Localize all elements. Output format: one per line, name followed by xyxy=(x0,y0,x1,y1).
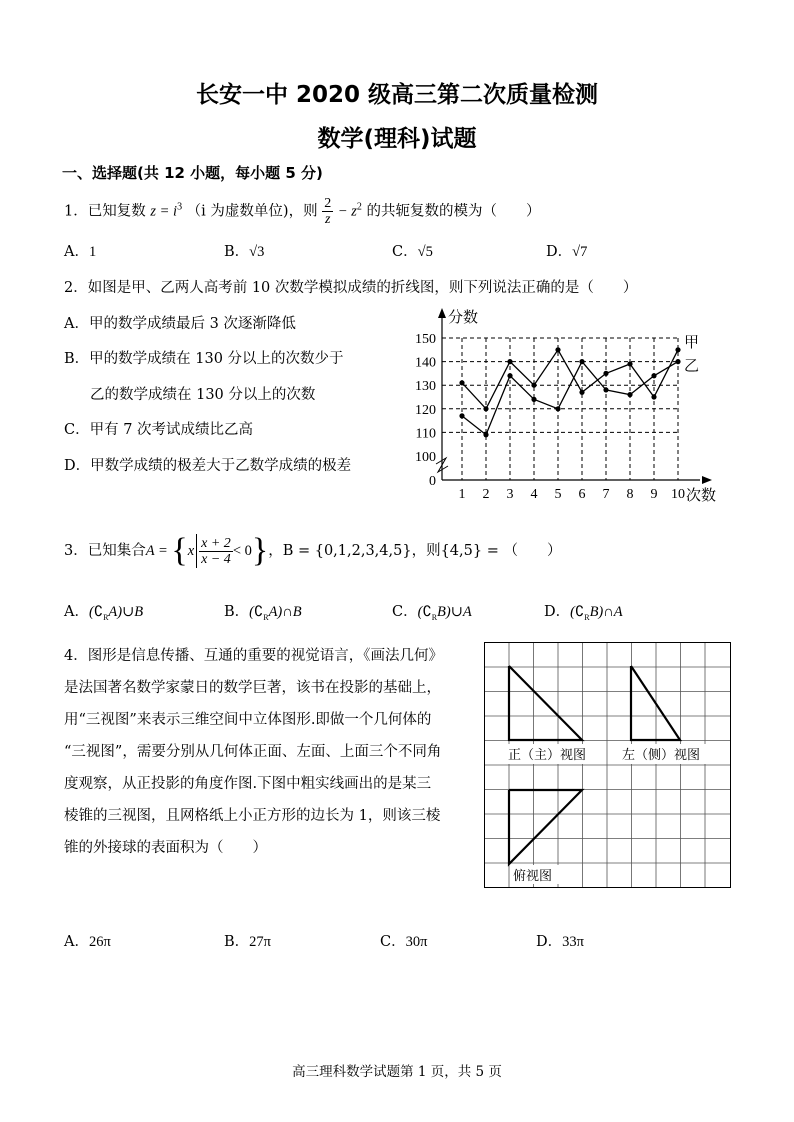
chart-point xyxy=(627,361,632,366)
q3-option-c-value: $(∁_RB)\cup A$ xyxy=(417,604,472,622)
q1-number: 1．已知复数 xyxy=(64,203,146,220)
q1-option-b-value: √3 xyxy=(249,244,265,260)
page-footer: 高三理科数学试题第 1 页，共 5 页 xyxy=(292,1064,502,1080)
chart-series-label: 甲 xyxy=(684,334,700,351)
chart-point xyxy=(555,347,560,352)
chart-x-axis-label: 次数 xyxy=(686,488,717,504)
chart-point xyxy=(483,432,488,437)
q2-option-b[interactable]: B．甲的数学成绩在 130 分以上的次数少于 xyxy=(64,351,344,367)
chart-y-tick-label: 150 xyxy=(415,332,436,347)
q3-bar xyxy=(196,534,197,568)
q2-option-b-cont: 乙的数学成绩在 130 分以上的次数 xyxy=(90,387,316,403)
q1-option-b-label: B． xyxy=(224,244,250,260)
q1-frac-num: 2 xyxy=(324,196,332,211)
chart-x-tick-label: 4 xyxy=(530,487,538,502)
q1-mid: （i 为虚数单位)，则 xyxy=(186,203,318,220)
side-view-label: 左（侧）视图 xyxy=(622,747,701,762)
section-heading: 一、选择题(共 12 小题，每小题 5 分) xyxy=(62,164,323,182)
q3-option-c[interactable] xyxy=(392,600,472,622)
q1-frac-den: z xyxy=(324,212,331,227)
chart-point xyxy=(675,359,680,364)
chart-point xyxy=(603,371,608,376)
q1-option-d-value: √7 xyxy=(572,244,588,260)
chart-y-tick-label: 100 xyxy=(415,450,436,465)
q4-option-d[interactable] xyxy=(536,930,584,951)
q1-fraction xyxy=(322,196,333,227)
q4-option-d-label: D． xyxy=(536,934,563,950)
q4-option-a-value: 26π xyxy=(88,934,111,950)
q1-option-c[interactable] xyxy=(392,240,433,261)
front-view-label: 正（主）视图 xyxy=(508,747,587,762)
q2-option-a[interactable]: A．甲的数学成绩最后 3 次逐渐降低 xyxy=(64,316,296,332)
q4-line-1: 4．图形是信息传播、互通的重要的视觉语言，《画法几何》 xyxy=(64,648,443,664)
q4-line-6: 棱锥的三视图，且网格纸上小正方形的边长为 1，则该三棱 xyxy=(64,808,441,824)
q1-tail: 的共轭复数的模为（ ） xyxy=(366,203,541,220)
q4-line-3: 用“三视图”来表示三维空间中立体图形.即做一个几何体的 xyxy=(64,712,432,728)
q3-fraction xyxy=(199,536,233,567)
q1-exp2: 2 xyxy=(356,201,362,213)
q4-option-a[interactable] xyxy=(64,930,111,951)
q3-option-b-label: B． xyxy=(224,604,250,620)
q1-option-c-value: √5 xyxy=(417,244,433,260)
q4-option-d-value: 33π xyxy=(562,934,584,950)
front-view-triangle xyxy=(509,666,582,740)
q1-option-c-label: C． xyxy=(392,244,418,260)
q3-stem: 3．已知集合 xyxy=(64,543,146,559)
q4-line-2: 是法国著名数学家蒙日的数学巨著，该书在投影的基础上， xyxy=(64,680,441,696)
chart-point xyxy=(579,359,584,364)
chart-x-tick-label: 9 xyxy=(650,487,658,502)
q3-frac-den: x − 4 xyxy=(201,551,231,567)
q4-line-4: “三视图”，需要分别从几何体正面、左面、上面三个不同角 xyxy=(64,744,442,760)
question-3 xyxy=(64,533,561,569)
question-4 xyxy=(64,640,443,864)
q3-option-b-value: $(∁_RA)\cap B$ xyxy=(249,604,302,622)
q1-option-d[interactable] xyxy=(546,240,587,261)
chart-point xyxy=(651,394,656,399)
q3-x: x xyxy=(187,543,195,559)
top-view-label: 俯视图 xyxy=(513,868,553,883)
chart-y-tick-label: 140 xyxy=(415,355,436,371)
q2-option-c[interactable]: C．甲有 7 次考试成绩比乙高 xyxy=(64,422,254,438)
q4-option-b-label: B． xyxy=(224,934,250,950)
q3-option-a-value: $(∁_RA)\cup B$ xyxy=(88,604,144,622)
q3-option-b[interactable] xyxy=(224,600,302,622)
q4-option-c-value: 30π xyxy=(405,934,428,950)
chart-point xyxy=(531,383,536,388)
chart-x-tick-label: 6 xyxy=(578,487,586,502)
chart-point xyxy=(459,413,464,418)
chart-point xyxy=(579,390,584,395)
q3-option-d-value: $(∁_RB)\cap A$ xyxy=(570,604,623,622)
chart-y-tick-label: 0 xyxy=(429,474,436,489)
q1-option-b[interactable] xyxy=(224,240,264,261)
top-view-triangle xyxy=(509,790,582,864)
chart-point xyxy=(555,406,560,411)
chart-x-tick-label: 5 xyxy=(554,487,562,502)
chart-point xyxy=(651,373,656,378)
q3-lt0: < 0 xyxy=(232,543,252,559)
q4-option-c-label: C． xyxy=(380,934,406,950)
q3-option-a[interactable] xyxy=(64,600,143,622)
chart-point xyxy=(627,392,632,397)
q3-set-a: A = xyxy=(145,543,172,559)
exam-title: 长安一中 2020 级高三第二次质量检测 xyxy=(195,82,599,108)
chart-y-axis-label: 分数 xyxy=(448,310,479,326)
side-view-triangle xyxy=(631,666,680,740)
exam-subtitle: 数学(理科)试题 xyxy=(317,126,477,152)
chart-point xyxy=(507,359,512,364)
question-1 xyxy=(64,196,540,227)
chart-point xyxy=(483,406,488,411)
q4-option-c[interactable] xyxy=(380,930,427,951)
q1-option-d-label: D． xyxy=(546,244,573,260)
q1-option-a-label: A． xyxy=(64,244,89,260)
chart-x-tick-label: 1 xyxy=(458,487,466,502)
chart-point xyxy=(459,380,464,385)
score-line-chart xyxy=(400,300,740,510)
chart-point xyxy=(603,387,608,392)
q3-option-c-label: C． xyxy=(392,604,418,620)
q3-left-brace: { xyxy=(171,532,188,569)
chart-axis-break xyxy=(436,458,448,472)
q1-exp3: 3 xyxy=(177,201,183,213)
chart-x-tick-label: 2 xyxy=(482,487,490,502)
three-view-grid xyxy=(482,640,734,890)
q1-option-a[interactable] xyxy=(64,240,96,261)
chart-x-tick-label: 3 xyxy=(506,487,514,502)
q1-minus-z: − z xyxy=(337,203,357,220)
chart-x-arrow xyxy=(702,476,712,484)
chart-x-tick-label: 7 xyxy=(602,487,610,502)
chart-y-arrow xyxy=(438,308,446,318)
q3-setb: ，B = {0,1,2,3,4,5}，则{4,5} = （ ） xyxy=(268,543,562,559)
q4-option-b-value: 27π xyxy=(249,934,271,950)
chart-series-label: 乙 xyxy=(684,358,700,375)
q1-expr-z: z = i xyxy=(150,203,178,220)
chart-series-line-jia xyxy=(462,350,678,409)
q3-option-a-label: A． xyxy=(64,604,89,620)
chart-y-tick-label: 110 xyxy=(415,426,436,442)
q2-option-d[interactable]: D．甲数学成绩的极差大于乙数学成绩的极差 xyxy=(64,458,352,474)
chart-y-tick-label: 120 xyxy=(415,402,436,418)
chart-y-tick-label: 130 xyxy=(415,379,436,395)
chart-point xyxy=(507,373,512,378)
chart-x-tick-label: 8 xyxy=(626,487,634,502)
q3-option-d-label: D． xyxy=(544,604,571,620)
chart-point xyxy=(531,397,536,402)
q3-frac-num: x + 2 xyxy=(201,535,231,551)
chart-point xyxy=(675,347,680,352)
chart-series-line-yi xyxy=(462,362,678,435)
q4-option-a-label: A． xyxy=(64,934,89,950)
q4-option-b[interactable] xyxy=(224,930,271,951)
chart-x-tick-label: 10 xyxy=(671,487,685,502)
q1-option-a-value: 1 xyxy=(88,244,97,260)
question-2: 2．如图是甲、乙两人高考前 10 次数学模拟成绩的折线图，则下列说法正确的是（ ） xyxy=(64,280,638,296)
q3-right-brace: } xyxy=(251,532,269,569)
q4-line-7: 锥的外接球的表面积为（ ） xyxy=(64,840,267,856)
q4-line-5: 度观察，从正投影的角度作图.下图中粗实线画出的是某三 xyxy=(64,776,432,792)
q3-option-d[interactable] xyxy=(544,600,623,622)
